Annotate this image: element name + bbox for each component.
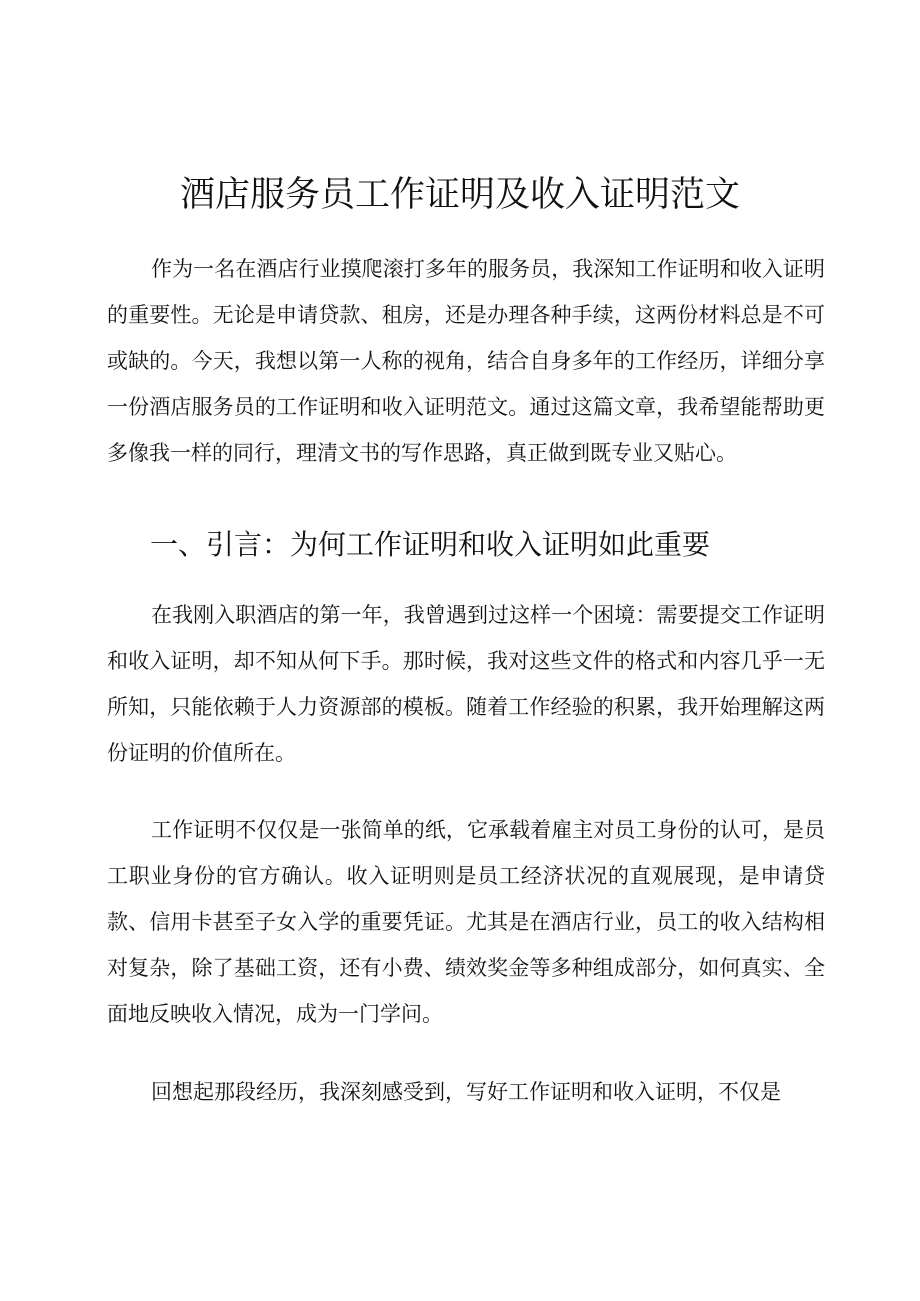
body-paragraph: 回想起那段经历，我深刻感受到，写好工作证明和收入证明，不仅是 bbox=[151, 1080, 781, 1104]
section-heading: 一、引言：为何工作证明和收入证明如此重要 bbox=[150, 528, 711, 561]
body-paragraph: 在我刚入职酒店的第一年，我曾遇到过这样一个困境：需要提交工作证明和收入证明，却不知从何下手。那时候，我对这些文件的格式和内容几乎一无所知，只能依赖于人力资源部的模板。随着工作经验的积累，我开始理解这两份证明的价值所在。 bbox=[107, 603, 825, 765]
document-title: 酒店服务员工作证明及收入证明范文 bbox=[179, 175, 740, 215]
body-paragraph: 工作证明不仅仅是一张简单的纸，它承载着雇主对员工身份的认可，是员工职业身份的官方确认。收入证明则是员工经济状况的直观展现，是申请贷款、信用卡甚至子女入学的重要凭证。尤其是在酒店行业，员工的收入结构相对复杂，除了基础工资，还有小费、绩效奖金等多种组成部分，如何真实、全面地反映收入情况，成为一门学问。 bbox=[107, 818, 825, 1026]
intro-paragraph: 作为一名在酒店行业摸爬滚打多年的服务员，我深知工作证明和收入证明的重要性。无论是申请贷款、租房，还是办理各种手续，这两份材料总是不可或缺的。今天，我想以第一人称的视角，结合自身多年的工作经历，详细分享一份酒店服务员的工作证明和收入证明范文。通过这篇文章，我希望能帮助更多像我一样的同行，理清文书的写作思路，真正做到既专业又贴心。 bbox=[107, 257, 825, 465]
